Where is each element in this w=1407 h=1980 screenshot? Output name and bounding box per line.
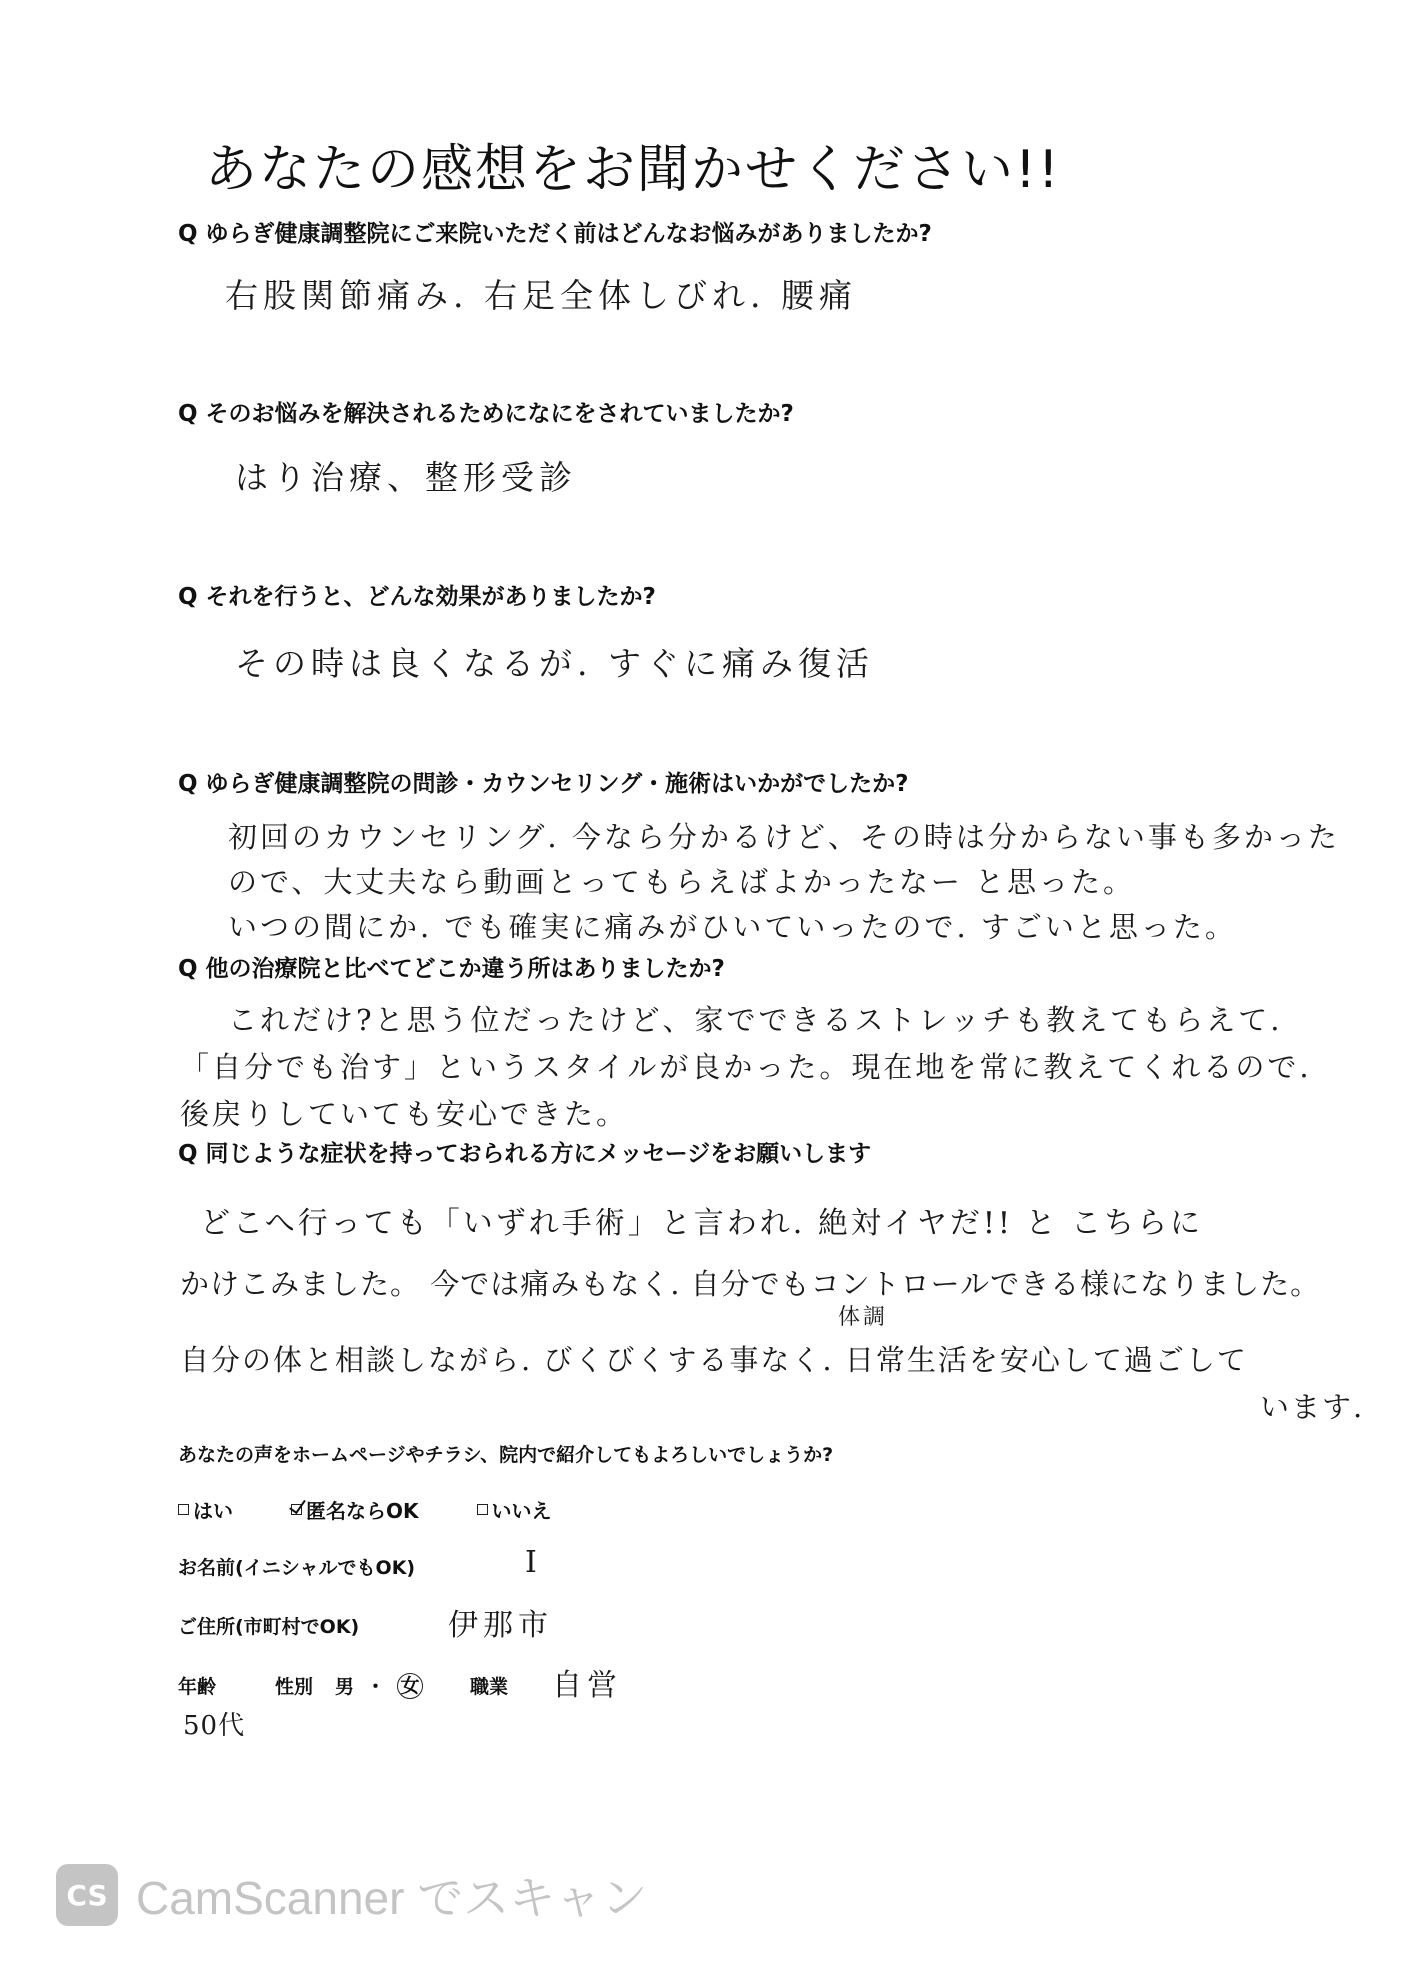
consent-option-yes-label: はい	[193, 1499, 233, 1523]
answer-4-line-2: ので、大丈夫なら動画とってもらえばよかったなー と思った。	[228, 865, 1136, 899]
question-5: Q 他の治療院と比べてどこか違う所はありましたか?	[178, 956, 725, 982]
answer-6-line-2: かけこみました。 今では痛みもなく. 自分でもコントロールできる様になりました。	[180, 1267, 1321, 1301]
camscanner-logo-icon: CS	[56, 1864, 118, 1926]
address-label: ご住所(市町村でOK)	[178, 1616, 360, 1638]
answer-2-line-1: はり治療、整形受診	[235, 458, 577, 497]
answer-5-line-3: 後戻りしていても安心できた。	[180, 1097, 629, 1131]
gender-separator: ・	[366, 1676, 386, 1698]
page-title: あなたの感想をお聞かせください!!	[205, 139, 1061, 200]
checkbox-yes[interactable]	[178, 1504, 189, 1515]
address-value: 伊那市	[448, 1608, 553, 1643]
job-label: 職業	[470, 1676, 509, 1698]
checkbox-anonymous[interactable]	[291, 1504, 302, 1515]
answer-6-line-1: どこへ行っても「いずれ手術」と言われ. 絶対イヤだ!! と こちらに	[200, 1206, 1204, 1241]
answer-4-line-1: 初回のカウンセリング. 今なら分かるけど、その時は分からない事も多かった	[228, 820, 1340, 854]
checkbox-no[interactable]	[477, 1504, 488, 1515]
question-3: Q それを行うと、どんな効果がありましたか?	[178, 584, 656, 610]
gender-option-female[interactable]: 女	[397, 1673, 423, 1699]
answer-1-line-1: 右股関節痛み. 右足全体しびれ. 腰痛	[225, 276, 857, 315]
answer-5-line-1: これだけ?と思う位だったけど、家でできるストレッチも教えてもらえて.	[228, 1003, 1283, 1037]
question-2: Q そのお悩みを解決されるためになにをされていましたか?	[178, 401, 794, 427]
consent-question: あなたの声をホームページやチラシ、院内で紹介してもよろしいでしょうか?	[178, 1444, 834, 1466]
watermark-text: CamScanner でスキャン	[136, 1872, 648, 1924]
consent-option-anonymous-label: 匿名ならOK	[306, 1499, 419, 1523]
answer-6-line-3: 自分の体と相談しながら. びくびくする事なく. 日常生活を安心して過ごして	[180, 1343, 1248, 1377]
answer-6-insertion: 体調	[838, 1305, 889, 1330]
question-4: Q ゆらぎ健康調整院の問診・カウンセリング・施術はいかがでしたか?	[178, 771, 909, 797]
camscanner-watermark	[56, 1862, 647, 1928]
name-label: お名前(イニシャルでもOK)	[178, 1557, 416, 1579]
name-value: I	[525, 1545, 542, 1580]
question-1: Q ゆらぎ健康調整院にご来院いただく前はどんなお悩みがありましたか?	[178, 221, 932, 247]
consent-options	[178, 1495, 552, 1524]
answer-6-line-4: います.	[1260, 1390, 1365, 1424]
answer-5-line-2: 「自分でも治す」というスタイルが良かった。現在地を常に教えてくれるので.	[180, 1050, 1312, 1084]
consent-option-anonymous[interactable]	[291, 1495, 419, 1524]
gender-label: 性別	[275, 1676, 314, 1698]
consent-option-no-label: いいえ	[491, 1499, 552, 1523]
gender-option-male[interactable]: 男	[335, 1676, 355, 1698]
question-6: Q 同じような症状を持っておられる方にメッセージをお願いします	[178, 1141, 872, 1167]
age-value: 50代	[183, 1711, 246, 1741]
answer-3-line-1: その時は良くなるが. すぐに痛み復活	[235, 644, 874, 683]
consent-option-no[interactable]	[477, 1495, 552, 1524]
age-label: 年齢	[178, 1676, 217, 1698]
gender-field	[275, 1672, 423, 1699]
job-value: 自営	[552, 1668, 622, 1703]
consent-option-yes[interactable]	[178, 1495, 233, 1524]
answer-4-line-3: いつの間にか. でも確実に痛みがひいていったので. すごいと思った。	[228, 910, 1237, 944]
